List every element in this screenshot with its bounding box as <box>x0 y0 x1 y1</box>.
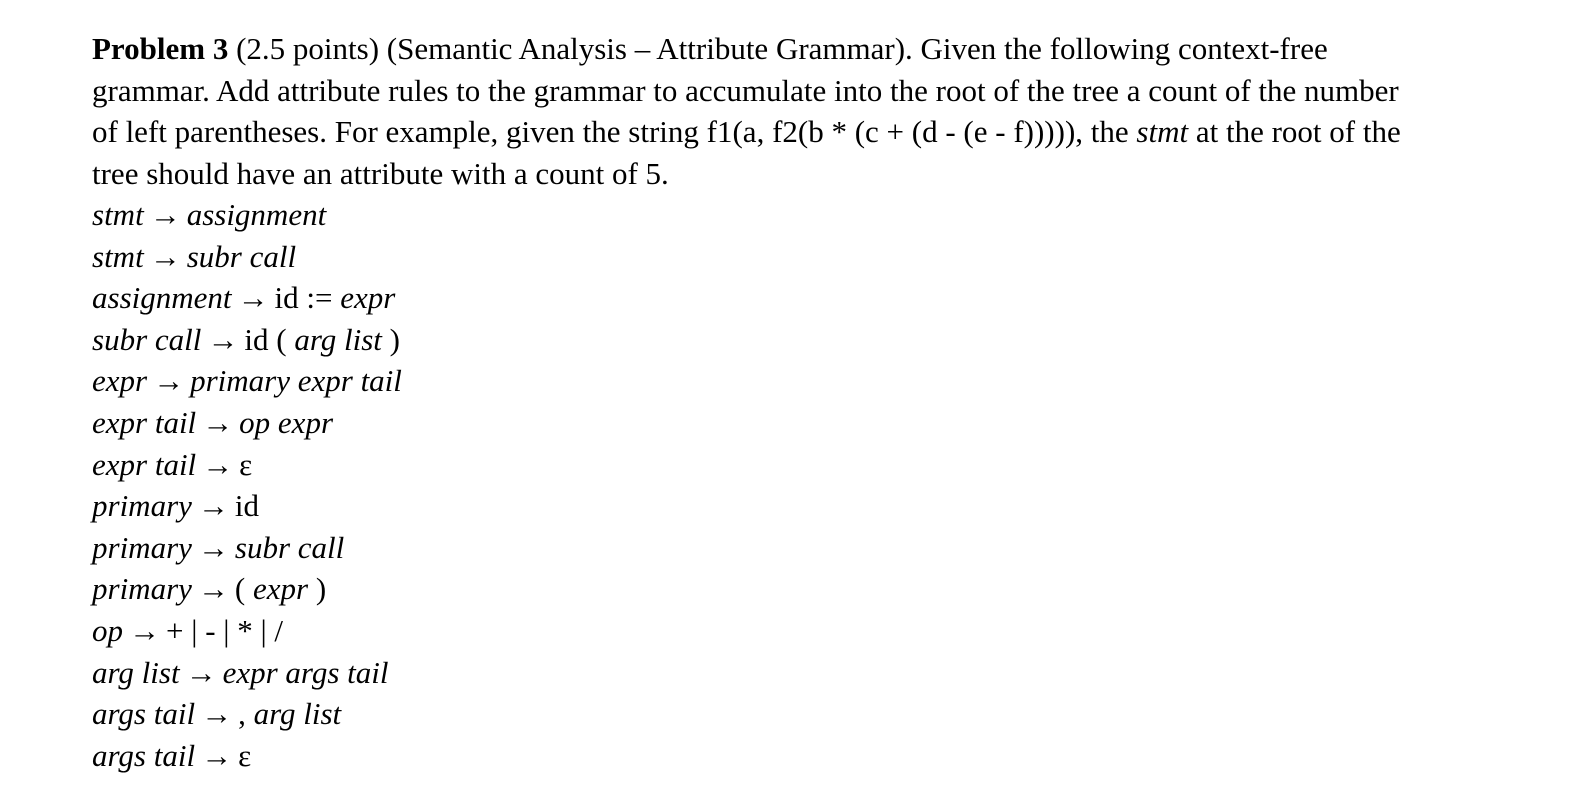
rule-lhs: args tail <box>92 737 196 773</box>
problem-statement <box>92 28 1412 194</box>
rule-arrow: → <box>197 571 229 607</box>
rule-arrow: → <box>201 696 233 732</box>
rule-arrow: → <box>149 238 181 274</box>
grammar-rule <box>92 402 1412 444</box>
grammar-rule <box>92 194 1412 236</box>
rule-rhs-nonterminal: assignment <box>186 197 327 232</box>
document-page <box>92 28 1412 776</box>
grammar-rule <box>92 360 1412 402</box>
grammar-rule <box>92 485 1412 527</box>
rule-rhs-nonterminal: expr args tail <box>222 654 389 690</box>
problem-text-a: Given the following context-free grammar. Add attribute rules to the grammar to accumulate into the root of the tree a count of the number of left parentheses. For example, given the string f1(a, f2(b * (c + (d - (e - f))))), the <box>92 31 1399 149</box>
rule-lhs: args tail <box>92 696 196 732</box>
rule-arrow: → <box>202 404 234 440</box>
rule-rhs-terminal: id := <box>274 280 333 316</box>
grammar-rule <box>92 610 1412 652</box>
rule-lhs: expr tail <box>92 404 197 440</box>
rule-arrow: → <box>149 197 181 232</box>
rule-lhs: op <box>92 612 123 648</box>
rule-lhs: expr <box>92 363 148 399</box>
rule-rhs-nonterminal: op expr <box>239 404 334 440</box>
rule-rhs-terminal: ) <box>389 321 400 357</box>
grammar-rule <box>92 236 1412 278</box>
grammar-rule <box>92 693 1412 735</box>
rule-arrow: → <box>129 612 160 648</box>
grammar-rule <box>92 568 1412 610</box>
rule-lhs: stmt <box>92 238 144 274</box>
grammar-rule <box>92 652 1412 694</box>
rule-arrow: → <box>201 737 233 773</box>
rule-rhs-terminal: id <box>234 488 260 524</box>
grammar-rule <box>92 277 1412 319</box>
rule-arrow: → <box>207 321 239 357</box>
rule-rhs-nonterminal: arg list <box>294 321 382 357</box>
rule-lhs: primary <box>92 488 192 524</box>
rule-rhs-nonterminal: subr call <box>234 529 345 565</box>
rule-rhs-terminal: id ( <box>244 321 287 357</box>
rule-arrow: → <box>153 363 185 399</box>
problem-text-b: at the root of the tree should have an attribute with a count of 5. <box>92 114 1401 191</box>
rule-rhs-nonterminal: arg list <box>253 696 342 732</box>
problem-heading: Problem 3 <box>92 31 229 66</box>
problem-topic: (Semantic Analysis – Attribute Grammar). <box>386 31 913 66</box>
rule-arrow: → <box>185 654 217 690</box>
rule-lhs: primary <box>92 529 192 565</box>
grammar-rule <box>92 319 1412 361</box>
rule-arrow: → <box>197 529 229 565</box>
rule-rhs-terminal: , <box>238 696 246 732</box>
rule-rhs-nonterminal: expr <box>252 571 309 607</box>
problem-points: (2.5 points) <box>236 31 380 66</box>
rule-arrow: → <box>237 280 269 316</box>
rule-rhs-terminal: ε <box>239 446 253 482</box>
problem-stmt-word: stmt <box>1136 114 1189 149</box>
rule-rhs-terminal: ( <box>234 571 246 607</box>
rule-rhs-nonterminal: expr <box>340 280 396 316</box>
rule-lhs: subr call <box>92 321 202 357</box>
grammar-rule <box>92 444 1412 486</box>
rule-rhs-nonterminal: subr call <box>186 238 297 274</box>
grammar-rule <box>92 527 1412 569</box>
rule-arrow: → <box>202 446 234 482</box>
rule-rhs-terminal: + | - | * | / <box>166 612 284 648</box>
rule-lhs: assignment <box>92 280 232 316</box>
rule-arrow: → <box>197 488 229 524</box>
rule-rhs-nonterminal: primary expr tail <box>190 363 402 399</box>
rule-lhs: expr tail <box>92 446 197 482</box>
rule-rhs-terminal: ε <box>238 737 252 773</box>
rule-rhs-terminal: ) <box>315 571 327 607</box>
rule-lhs: arg list <box>92 654 180 690</box>
grammar-rule <box>92 735 1412 777</box>
rule-lhs: primary <box>92 571 192 607</box>
grammar-rules <box>92 194 1412 776</box>
rule-lhs: stmt <box>92 197 144 232</box>
